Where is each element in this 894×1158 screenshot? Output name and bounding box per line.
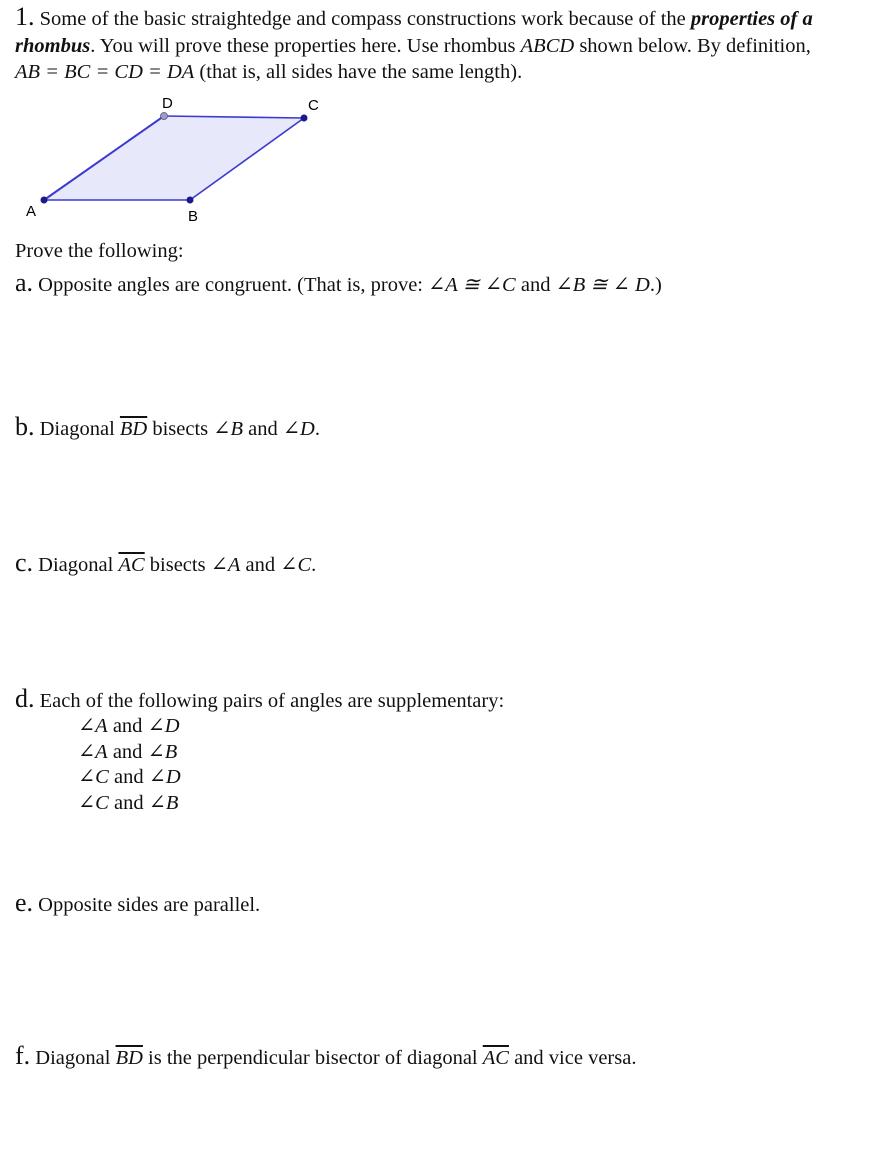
item-b-segment: $\overline{BD}$ xyxy=(119,418,148,440)
item-d-letter: d. xyxy=(15,684,35,713)
item-a-letter: a. xyxy=(15,268,34,297)
item-b-text-2: bisects xyxy=(147,418,214,440)
point-d xyxy=(161,113,168,120)
pair-angle-1: ∠A xyxy=(78,715,108,737)
item-f-text-2: is the perpendicular bisector of diagonal xyxy=(142,1047,483,1069)
label-b: B xyxy=(188,208,199,225)
intro-text-1: Some of the basic straightedge and compass constructions work because of the xyxy=(34,8,691,30)
item-f-segment-1: $\overline{BD}$ xyxy=(115,1047,143,1069)
intro-emphasis-1: properties of a xyxy=(690,8,813,30)
label-c: C xyxy=(308,97,319,114)
pair-angle-2: ∠D xyxy=(148,766,181,788)
intro-text-2: . You will prove these properties here. Use rhombus xyxy=(90,35,521,57)
item-a-and: and xyxy=(515,274,556,296)
item-b-math-1: ∠B xyxy=(213,418,243,440)
item-c-and: and xyxy=(240,554,281,576)
supplementary-pairs-list xyxy=(78,714,181,816)
list-item xyxy=(78,765,181,791)
label-a: A xyxy=(26,203,37,220)
item-a-text: Opposite angles are congruent. (That is, prove: xyxy=(33,274,429,296)
item-c-end: . xyxy=(311,554,317,576)
item-b-text-1: Diagonal xyxy=(34,418,120,440)
pair-angle-2: ∠D xyxy=(147,715,180,737)
pair-angle-1: ∠C xyxy=(78,766,109,788)
point-a xyxy=(41,197,48,204)
item-e xyxy=(15,890,260,918)
rhombus-shape xyxy=(44,116,304,200)
pair-and: and xyxy=(108,791,149,814)
intro-text-4: (that is, all sides have the same length). xyxy=(194,61,523,83)
list-item xyxy=(78,714,181,740)
item-a-close: .) xyxy=(649,274,662,296)
item-b-letter: b. xyxy=(15,412,35,441)
problem-number: 1. xyxy=(15,2,35,31)
item-f-segment-2: $\overline{AC}$ xyxy=(482,1047,509,1069)
item-e-text: Opposite sides are parallel. xyxy=(33,894,261,916)
item-c-math-2: ∠C xyxy=(280,554,312,576)
item-c xyxy=(15,550,316,578)
prove-heading: Prove the following: xyxy=(15,240,184,262)
pair-and: and xyxy=(107,740,148,763)
pair-angle-2: ∠B xyxy=(148,791,179,814)
list-item xyxy=(78,791,181,817)
item-c-text-2: bisects xyxy=(144,554,211,576)
item-a xyxy=(15,270,662,298)
intro-line-3 xyxy=(15,59,522,85)
item-d xyxy=(15,686,504,714)
item-c-segment: $\overline{AC}$ xyxy=(118,554,145,576)
pair-angle-1: ∠A xyxy=(78,740,108,763)
rhombus-name: ABCD xyxy=(520,35,575,57)
intro-emphasis-2: rhombus xyxy=(15,35,91,57)
pair-angle-1: ∠C xyxy=(78,791,109,814)
pair-angle-2: ∠B xyxy=(147,740,178,763)
item-f-text-1: Diagonal xyxy=(30,1047,116,1069)
rhombus-figure xyxy=(0,88,360,233)
point-c xyxy=(301,115,308,122)
intro-line-1 xyxy=(15,4,813,32)
item-b-and: and xyxy=(242,418,283,440)
point-b xyxy=(187,197,194,204)
list-item xyxy=(78,740,181,766)
item-c-letter: c. xyxy=(15,548,34,577)
item-a-math-2: ∠B ≅ ∠ D xyxy=(555,274,650,296)
item-b-end: . xyxy=(314,418,320,440)
item-b-math-2: ∠D xyxy=(282,418,315,440)
label-d: D xyxy=(162,95,173,112)
intro-line-2 xyxy=(15,33,811,59)
item-b xyxy=(15,414,320,442)
item-a-math-1: ∠A ≅ ∠C xyxy=(428,274,516,296)
intro-text-3: shown below. By definition, xyxy=(574,35,811,57)
item-f-text-3: and vice versa. xyxy=(508,1047,637,1069)
pair-and: and xyxy=(108,766,149,788)
item-c-text-1: Diagonal xyxy=(33,554,119,576)
pair-and: and xyxy=(107,715,148,737)
item-d-text: Each of the following pairs of angles are supplementary: xyxy=(34,690,505,712)
definition-equation: AB = BC = CD = DA xyxy=(15,61,195,83)
item-e-letter: e. xyxy=(15,888,34,917)
item-f-letter: f. xyxy=(15,1041,31,1070)
item-c-math-1: ∠A xyxy=(210,554,241,576)
item-f xyxy=(15,1043,636,1071)
